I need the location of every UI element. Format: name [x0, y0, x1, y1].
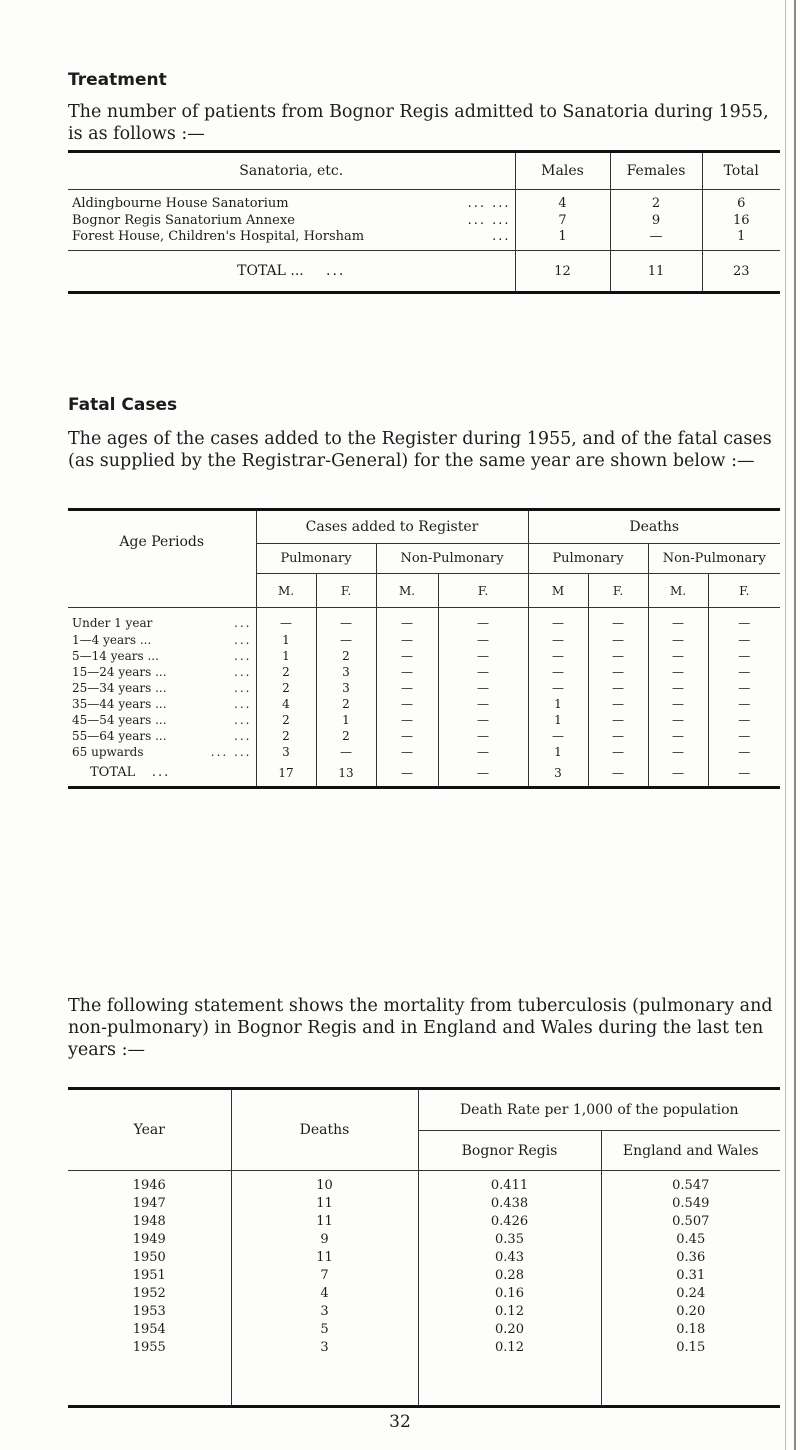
value-cell: —	[738, 712, 751, 727]
header-death-rate: Death Rate per 1,000 of the population	[418, 1089, 780, 1131]
value-cell: —	[438, 648, 528, 664]
header-f: F.	[588, 574, 648, 608]
header-f: F.	[739, 583, 750, 598]
england-cell: 0.507	[672, 1214, 710, 1229]
value-cell: —	[738, 615, 751, 630]
table-row	[68, 1285, 780, 1303]
value-cell: —	[648, 744, 708, 760]
value-cell: —	[588, 680, 648, 696]
value-cell: —	[528, 680, 588, 696]
sanatorium-cell: Bognor Regis Sanatorium Annexe ... ...	[68, 212, 515, 229]
table-row	[68, 1195, 780, 1213]
table-row	[68, 744, 780, 760]
total-cell: 17	[256, 760, 316, 788]
treatment-title: Treatment	[68, 70, 167, 90]
total-cell: 16	[732, 212, 750, 228]
sanatoria-table	[68, 150, 780, 294]
total-total: 23	[732, 263, 750, 279]
table-row	[68, 1231, 780, 1249]
value-cell: —	[588, 648, 648, 664]
fatal-title: Fatal Cases	[68, 395, 178, 415]
value-cell: —	[438, 608, 528, 632]
value-cell: —	[738, 728, 751, 743]
table-row	[68, 190, 780, 212]
deaths-cell: 5	[231, 1321, 418, 1339]
value-cell: —	[588, 664, 648, 680]
value-cell: —	[528, 608, 588, 632]
value-cell: —	[438, 680, 528, 696]
year-cell: 1948	[68, 1213, 231, 1231]
total-label: TOTAL ...	[68, 760, 256, 788]
table-row	[68, 1249, 780, 1267]
total-cell: —	[648, 760, 708, 788]
age-period-cell: 1—4 years ... ...	[68, 632, 256, 648]
table-row	[68, 712, 780, 728]
year-cell: 1947	[68, 1195, 231, 1213]
value-cell: —	[648, 608, 708, 632]
value-cell: —	[316, 744, 376, 760]
bognor-cell: 0.35	[418, 1231, 601, 1249]
bognor-cell: 0.28	[418, 1267, 601, 1285]
deaths-cell: 3	[231, 1339, 418, 1357]
table-row	[68, 648, 780, 664]
header-age-periods: Age Periods	[68, 510, 256, 574]
value-cell: —	[648, 680, 708, 696]
header-england-wales: England and Wales	[622, 1142, 759, 1159]
header-deaths: Deaths	[231, 1089, 418, 1171]
value-cell: 2	[256, 728, 316, 744]
total-cell: —	[738, 765, 751, 780]
fatal-rows	[68, 608, 780, 760]
page-number: 32	[389, 1412, 411, 1432]
value-cell: —	[588, 728, 648, 744]
table-row	[68, 632, 780, 648]
value-cell: —	[738, 632, 751, 647]
header-bognor-regis: Bognor Regis	[418, 1131, 601, 1171]
value-cell: 2	[256, 712, 316, 728]
bognor-cell: 0.20	[418, 1321, 601, 1339]
table-row	[68, 229, 780, 251]
header-total: Total	[702, 152, 780, 190]
table-row	[68, 1267, 780, 1285]
total-cell: 1	[737, 228, 746, 244]
males-cell: 1	[515, 229, 610, 251]
england-cell: 0.24	[676, 1286, 706, 1301]
total-row	[68, 760, 780, 788]
mortality-rows	[68, 1171, 780, 1357]
mortality-table	[68, 1087, 780, 1408]
bognor-cell: 0.411	[418, 1171, 601, 1195]
year-cell: 1954	[68, 1321, 231, 1339]
value-cell: —	[648, 664, 708, 680]
value-cell: 1	[528, 712, 588, 728]
total-males: 12	[515, 251, 610, 293]
value-cell: —	[588, 632, 648, 648]
year-cell: 1955	[68, 1339, 231, 1357]
total-label: TOTAL ... ...	[68, 251, 515, 293]
bognor-cell: 0.16	[418, 1285, 601, 1303]
table-row	[68, 696, 780, 712]
value-cell: 2	[316, 648, 376, 664]
value-cell: —	[588, 696, 648, 712]
header-deaths-pulmonary: Pulmonary	[528, 544, 648, 574]
males-cell: 7	[515, 212, 610, 229]
total-cell: —	[588, 760, 648, 788]
value-cell: —	[376, 608, 438, 632]
age-period-cell: 35—44 years ... ...	[68, 696, 256, 712]
bognor-cell: 0.426	[418, 1213, 601, 1231]
age-period-cell: 25—34 years ... ...	[68, 680, 256, 696]
deaths-cell: 10	[231, 1171, 418, 1195]
mortality-intro: The following statement shows the mortality from tuberculosis (pulmonary and non-pulmonary) in Bognor Regis and in England and Wales during the last ten years :—	[68, 996, 773, 1060]
header-deaths-non-pulmonary: Non-Pulmonary	[648, 544, 780, 574]
year-cell: 1950	[68, 1249, 231, 1267]
value-cell: 2	[316, 696, 376, 712]
header-year: Year	[68, 1089, 231, 1171]
header-m: M.	[376, 574, 438, 608]
value-cell: —	[738, 680, 751, 695]
year-cell: 1953	[68, 1303, 231, 1321]
header-cases-pulmonary: Pulmonary	[256, 544, 376, 574]
header-sanatoria: Sanatoria, etc.	[68, 152, 515, 190]
year-cell: 1946	[68, 1171, 231, 1195]
value-cell: —	[648, 648, 708, 664]
total-cell: 6	[737, 196, 746, 212]
table-row	[68, 1303, 780, 1321]
header-f: F.	[438, 574, 528, 608]
bognor-cell: 0.12	[418, 1303, 601, 1321]
england-cell: 0.36	[676, 1250, 706, 1265]
sanatorium-cell: Aldingbourne House Sanatorium ... ...	[68, 190, 515, 212]
header-f: F.	[316, 574, 376, 608]
value-cell: —	[376, 744, 438, 760]
age-period-cell: 55—64 years ... ...	[68, 728, 256, 744]
females-cell: —	[610, 229, 702, 251]
header-cases-non-pulmonary: Non-Pulmonary	[376, 544, 528, 574]
value-cell: 1	[256, 648, 316, 664]
table-row	[68, 680, 780, 696]
value-cell: —	[376, 712, 438, 728]
value-cell: —	[738, 744, 751, 759]
value-cell: —	[588, 744, 648, 760]
table-row	[68, 1321, 780, 1339]
bognor-cell: 0.438	[418, 1195, 601, 1213]
value-cell: —	[648, 712, 708, 728]
value-cell: —	[648, 696, 708, 712]
value-cell: —	[648, 632, 708, 648]
age-period-cell: 15—24 years ... ...	[68, 664, 256, 680]
value-cell: 2	[316, 728, 376, 744]
england-cell: 0.15	[676, 1340, 706, 1355]
value-cell: —	[648, 728, 708, 744]
bognor-cell: 0.12	[418, 1339, 601, 1357]
value-cell: —	[376, 680, 438, 696]
total-row	[68, 251, 780, 293]
value-cell: 3	[316, 680, 376, 696]
page-edge	[794, 0, 796, 1450]
females-cell: 2	[610, 190, 702, 212]
value-cell: —	[528, 664, 588, 680]
treatment-intro: The number of patients from Bognor Regis admitted to Sanatoria during 1955, is as follows :—	[68, 102, 769, 144]
year-cell: 1949	[68, 1231, 231, 1249]
header-cases-added: Cases added to Register	[256, 510, 528, 544]
age-period-cell: 5—14 years ... ...	[68, 648, 256, 664]
header-females: Females	[610, 152, 702, 190]
age-period-cell: 45—54 years ... ...	[68, 712, 256, 728]
value-cell: —	[376, 664, 438, 680]
value-cell: —	[376, 696, 438, 712]
total-cell: —	[376, 760, 438, 788]
table-row	[68, 608, 780, 632]
value-cell: 2	[256, 664, 316, 680]
fatal-intro: The ages of the cases added to the Register during 1955, and of the fatal cases (as supplied by the Registrar-General) for the same year are shown below :—	[68, 429, 772, 471]
page-edge-inner	[785, 0, 786, 1450]
header-deaths: Deaths	[528, 510, 780, 544]
total-cell: 3	[528, 760, 588, 788]
value-cell: —	[376, 728, 438, 744]
value-cell: —	[438, 728, 528, 744]
value-cell: —	[588, 712, 648, 728]
sanatorium-cell: Forest House, Children's Hospital, Horsham ...	[68, 229, 515, 251]
females-cell: 9	[610, 212, 702, 229]
bognor-cell: 0.43	[418, 1249, 601, 1267]
table-row	[68, 1339, 780, 1357]
value-cell: 1	[528, 744, 588, 760]
deaths-cell: 11	[231, 1213, 418, 1231]
value-cell: 4	[256, 696, 316, 712]
header-m: M	[528, 574, 588, 608]
england-cell: 0.45	[676, 1232, 706, 1247]
value-cell: —	[528, 728, 588, 744]
deaths-cell: 7	[231, 1267, 418, 1285]
table-row	[68, 728, 780, 744]
value-cell: —	[256, 608, 316, 632]
value-cell: 3	[316, 664, 376, 680]
england-cell: 0.31	[676, 1268, 706, 1283]
total-females: 11	[610, 251, 702, 293]
value-cell: —	[528, 648, 588, 664]
england-cell: 0.547	[672, 1178, 710, 1194]
value-cell: —	[376, 632, 438, 648]
value-cell: —	[438, 712, 528, 728]
table-row	[68, 212, 780, 229]
value-cell: —	[316, 608, 376, 632]
value-cell: —	[738, 664, 751, 679]
england-cell: 0.549	[672, 1196, 710, 1211]
table-row	[68, 664, 780, 680]
value-cell: 3	[256, 744, 316, 760]
total-cell: 13	[316, 760, 376, 788]
header-m: M.	[648, 574, 708, 608]
mortality-bottom-spacer	[68, 1357, 780, 1407]
age-period-cell: Under 1 year ...	[68, 608, 256, 632]
england-cell: 0.18	[676, 1322, 706, 1337]
england-cell: 0.20	[676, 1304, 706, 1319]
value-cell: —	[438, 696, 528, 712]
value-cell: 2	[256, 680, 316, 696]
year-cell: 1952	[68, 1285, 231, 1303]
deaths-cell: 11	[231, 1195, 418, 1213]
value-cell: —	[588, 608, 648, 632]
age-period-cell: 65 upwards ... ...	[68, 744, 256, 760]
value-cell: 1	[528, 696, 588, 712]
table-row	[68, 1213, 780, 1231]
header-age-blank	[68, 574, 256, 608]
value-cell: —	[528, 632, 588, 648]
value-cell: —	[738, 696, 751, 711]
header-males: Males	[515, 152, 610, 190]
header-m: M.	[256, 574, 316, 608]
value-cell: 1	[316, 712, 376, 728]
table-row	[68, 1171, 780, 1195]
value-cell: —	[438, 664, 528, 680]
deaths-cell: 3	[231, 1303, 418, 1321]
deaths-cell: 11	[231, 1249, 418, 1267]
value-cell: —	[316, 632, 376, 648]
males-cell: 4	[515, 190, 610, 212]
value-cell: 1	[256, 632, 316, 648]
fatal-cases-table	[68, 508, 780, 789]
deaths-cell: 4	[231, 1285, 418, 1303]
year-cell: 1951	[68, 1267, 231, 1285]
value-cell: —	[438, 744, 528, 760]
value-cell: —	[738, 648, 751, 663]
deaths-cell: 9	[231, 1231, 418, 1249]
total-cell: —	[438, 760, 528, 788]
value-cell: —	[438, 632, 528, 648]
value-cell: —	[376, 648, 438, 664]
